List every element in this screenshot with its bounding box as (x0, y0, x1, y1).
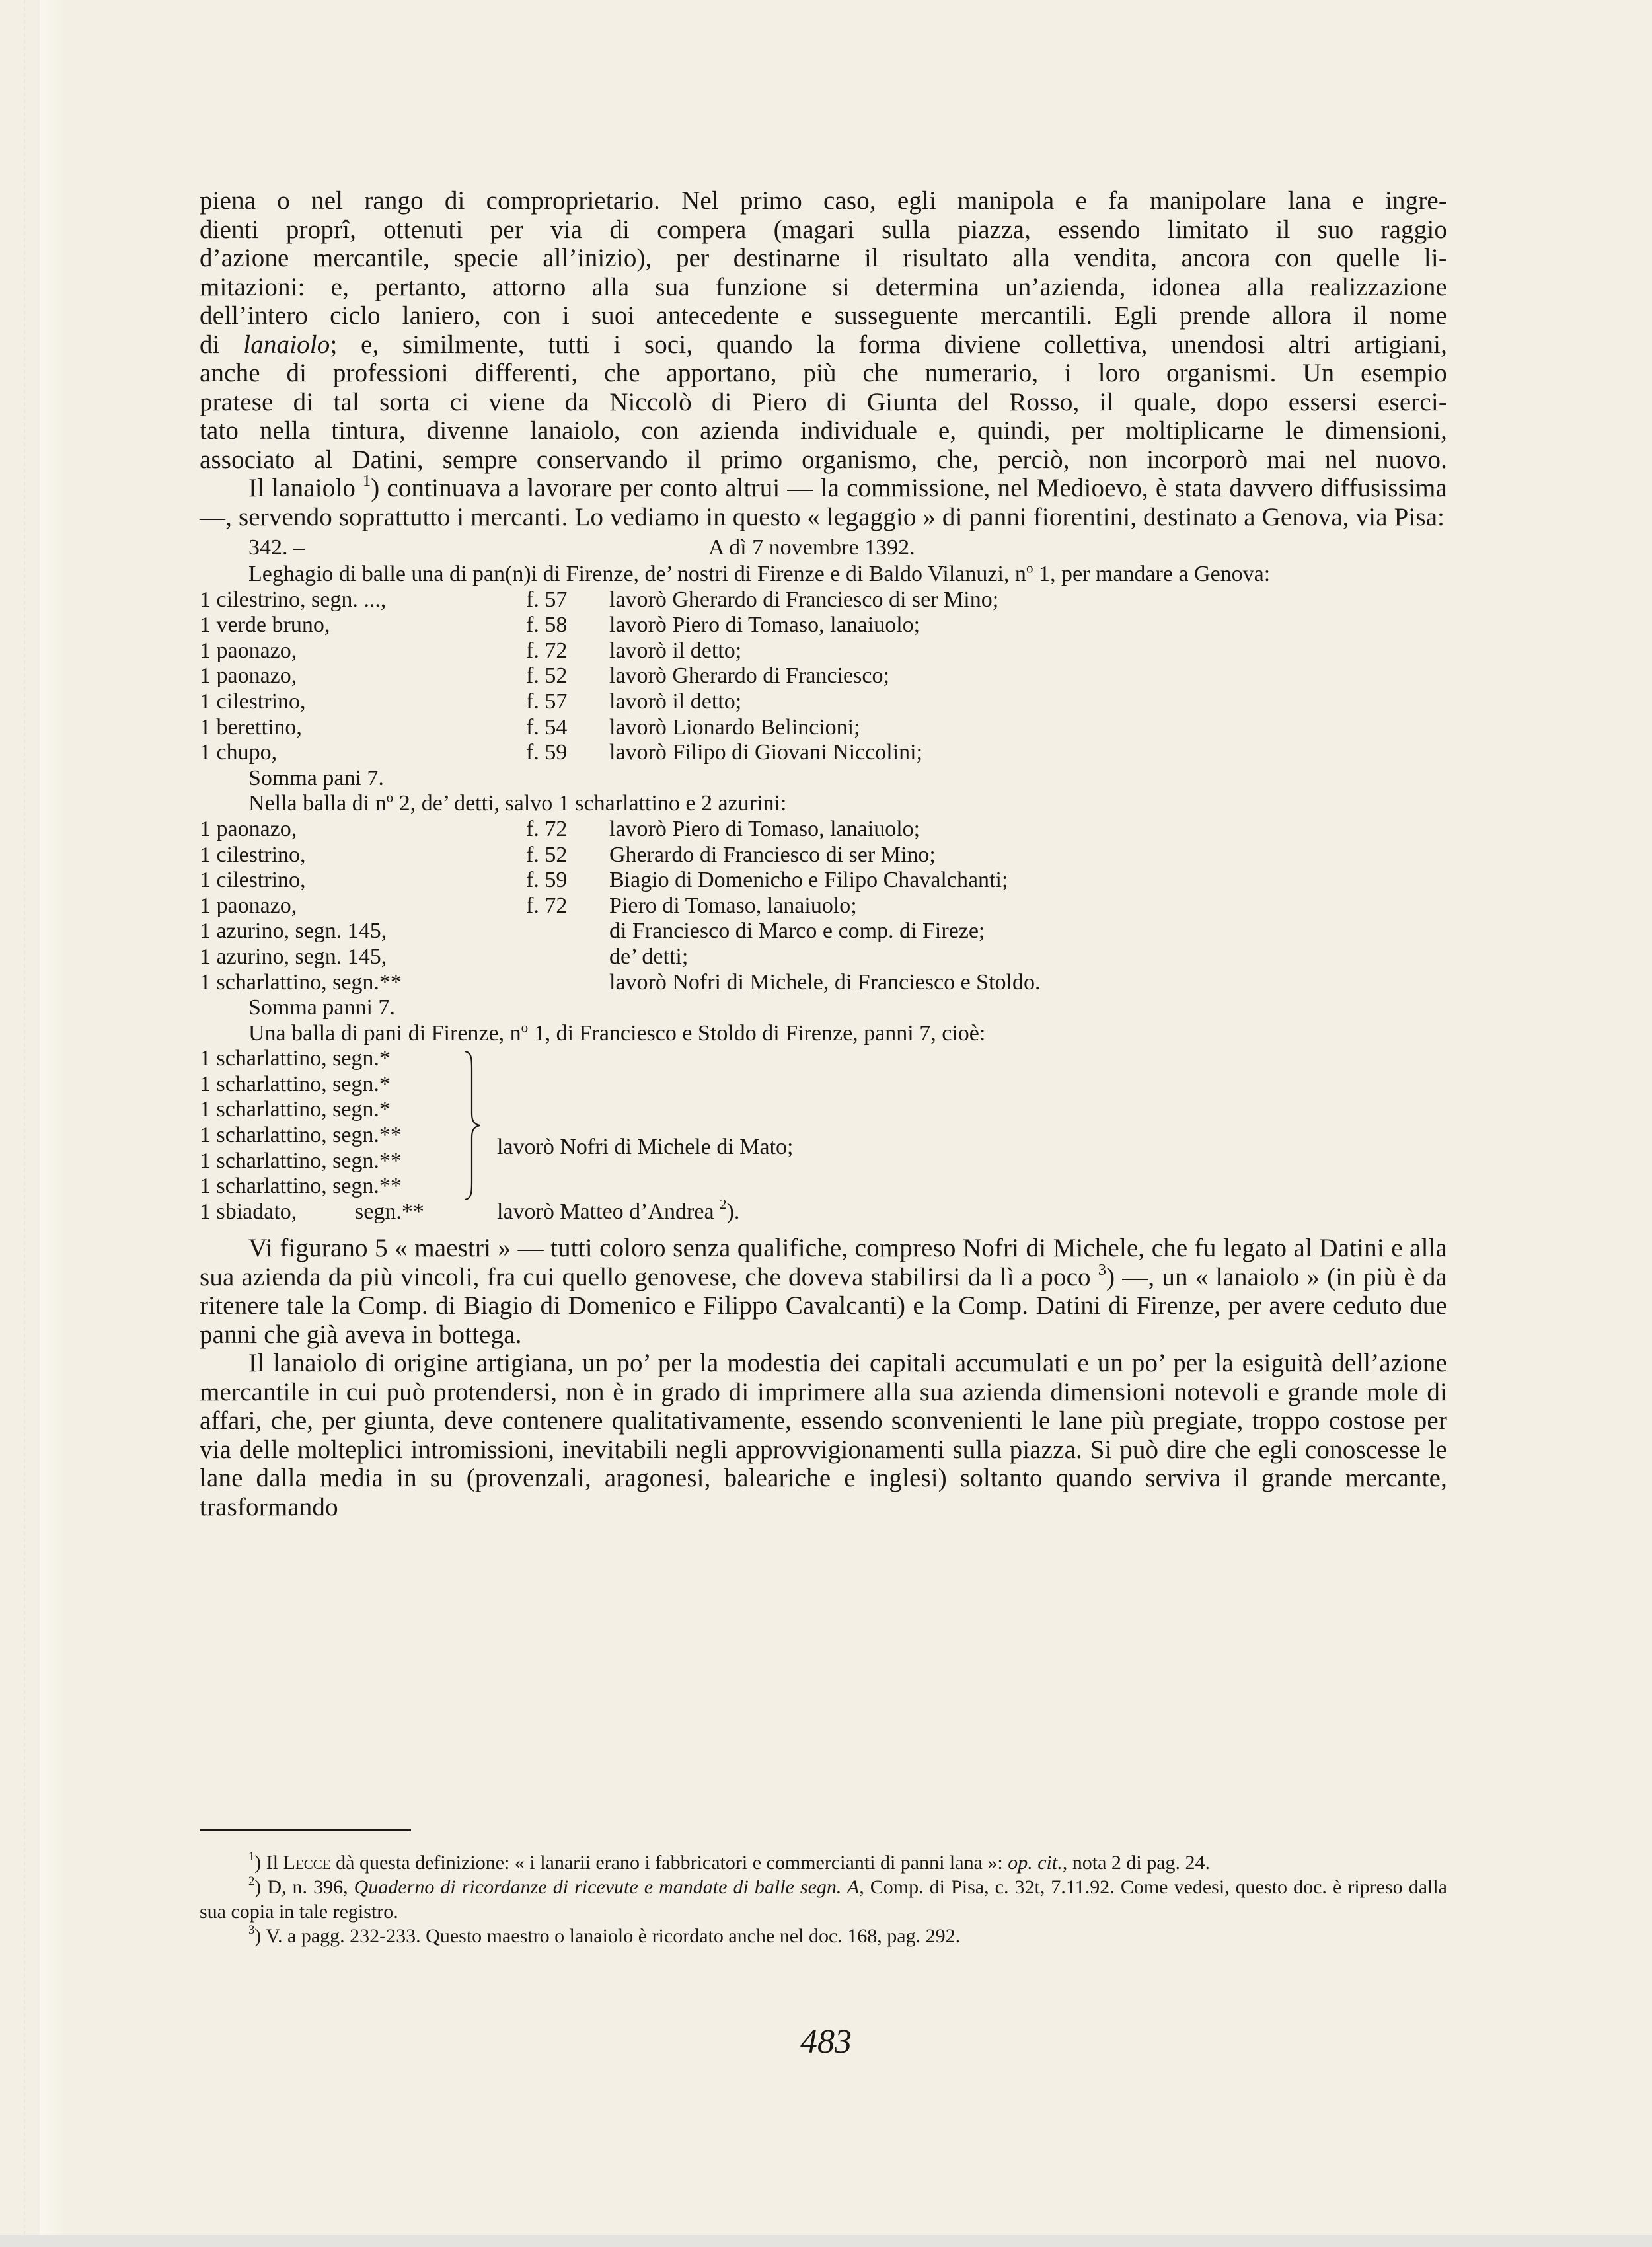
body-line: associato al Datini, sempre conservando il primo organismo, che, perciò, non incorporò mai nel nuovo. (200, 445, 1447, 474)
cloth-item: 1 cilestrino, (200, 842, 306, 867)
cloth-item: 1 scharlattino, segn.* (200, 1097, 391, 1122)
footnote-text: ) Il (254, 1852, 283, 1874)
footnote-divider (200, 1829, 411, 1831)
body-text-fragment: Vi figurano 5 « maestri » — tutti coloro senza qualifiche, compreso Nofri di Michele, che fu legato al Datini e alla sua azienda da più vincoli, fra cui quello genovese, che doveva stabilirsi da lì a poco (200, 1234, 1447, 1291)
worker: lavorò Gherardo di Franciesco; (609, 664, 889, 689)
cloth-item: 1 cilestrino, (200, 868, 306, 893)
cloth-item: 1 sbiadato, (200, 1199, 297, 1224)
document-342 (200, 535, 1447, 1225)
worker: lavorò il detto; (609, 638, 742, 663)
worker: di Franciesco di Marco e comp. di Fireze; (609, 919, 985, 944)
paragraph-lanaiolo-commission (200, 471, 1447, 531)
list-item (200, 664, 1447, 689)
bale-2-list (200, 817, 1447, 995)
list-item (200, 1149, 1447, 1174)
folio-ref: f. 59 (526, 868, 568, 893)
body-text-fragment: Il lanaiolo (248, 474, 356, 502)
footnote-ref-1[interactable]: 1 (363, 471, 371, 490)
list-item (200, 894, 1447, 919)
bale-1-list (200, 588, 1447, 766)
footnote-2 (200, 1875, 1447, 1924)
document-intro (200, 562, 1447, 588)
folio-ref: f. 72 (526, 893, 568, 918)
ordinal-mark: o (521, 1019, 529, 1036)
cloth-item: 1 scharlattino, segn.* (200, 1071, 391, 1096)
worker: lavorò Piero di Tomaso, lanaiuolo; (609, 613, 920, 638)
bale-3-braced-list (200, 1046, 1447, 1200)
cloth-item: 1 cilestrino, (200, 689, 306, 714)
scan-border (0, 2235, 1652, 2247)
folio-ref: f. 58 (526, 613, 568, 638)
cloth-item: 1 paonazo, (200, 893, 297, 918)
footnote-ref-3[interactable]: 3 (1098, 1260, 1107, 1279)
cloth-item: 1 cilestrino, segn. ..., (200, 587, 387, 612)
body-text-fragment: ) continuava a lavorare per conto altrui — la commissione, nel Medioevo, è stata davvero diffusissima —, servendo soprattutto i mercanti. Lo vediamo in questo « legaggio » di panni fiorentini, destinato a Genova, via Pisa: (200, 474, 1447, 531)
body-line: pratese di tal sorta ci viene da Niccolò di Piero di Giunta del Rosso, il quale, dopo essersi eserci- (200, 387, 1447, 416)
paragraph-lanaiolo-origin: Il lanaiolo di origine artigiana, un po’ per la modestia dei capitali accumulati e un po’ per la esiguità dell’azione mercantile in cui può protendersi, non è in grado di imprimere alla sua azienda dimensioni notevoli e grande mole di affari, che, per giunta, deve contenere qualitativamente, essendo sconvenienti le lane più pregiate, troppo costose per via delle molteplici intromissioni, inevitabili negli approvvigionamenti sulla piazza. Si può dire che egli conoscesse le lane dalla media in su (provenzali, aragonesi, baleariche e inglesi) soltanto quando serviva il grande mercante, trasformando (200, 1349, 1447, 1521)
list-item (200, 638, 1447, 664)
body-line: d’azione mercantile, specie all’inizio), per destinarne il risultato alla vendita, ancora con quelle li- (200, 244, 1447, 272)
body-line: dell’intero ciclo laniero, con i suoi antecedente e susseguente mercantili. Egli prende allora il nome (200, 301, 1447, 330)
main-text-block (200, 186, 1447, 1521)
footnote-text: ) V. a pagg. 232-233. Questo maestro o lanaiolo è ricordato anche nel doc. 168, pag. 292. (254, 1925, 961, 1947)
cloth-item: 1 berettino, (200, 714, 302, 740)
bale-3-heading (200, 1021, 1447, 1047)
footnote-text: , nota 2 di pag. 24. (1062, 1852, 1211, 1874)
citation-italic: op. cit. (1008, 1852, 1063, 1874)
body-text-bottom (200, 1234, 1447, 1521)
punctuation: ). (726, 1199, 740, 1224)
footnote-1 (200, 1850, 1447, 1875)
author-name: Lecce (283, 1852, 331, 1874)
list-item (200, 944, 1447, 970)
body-line: anche di professioni differenti, che apportano, più che numerario, i loro organismi. Un esempio (200, 359, 1447, 387)
list-item (200, 613, 1447, 638)
cloth-item: 1 paonazo, (200, 816, 297, 841)
cloth-item: 1 scharlattino, segn.* (200, 1046, 391, 1071)
body-text-fragment: ; e, similmente, tutti i soci, quando la forma diviene collettiva, unendosi altri artigiani, (330, 330, 1447, 359)
worker: Biagio di Domenicho e Filipo Chavalchanti; (609, 868, 1008, 893)
body-text-top (200, 186, 1447, 531)
footnotes (200, 1850, 1447, 1948)
mark-ref: segn.** (355, 1199, 424, 1224)
binding-perforation (24, 0, 28, 2235)
worker: lavorò Gherardo di Franciesco di ser Mino; (609, 587, 999, 612)
worker: lavorò Filipo di Giovani Niccolini; (609, 740, 923, 765)
footnote-mark: 1 (248, 1850, 255, 1864)
cloth-item: 1 paonazo, (200, 638, 297, 663)
document-text: Nella balla di n (248, 791, 387, 816)
list-item (200, 817, 1447, 843)
list-item (200, 970, 1447, 996)
citation-italic: Quaderno di ricordanze di ricevute e mandate di balle segn. A, (354, 1876, 864, 1898)
cloth-item: 1 scharlattino, segn.** (200, 1123, 402, 1148)
folio-ref: f. 59 (526, 740, 568, 765)
document-header (200, 535, 1447, 562)
body-line: piena o nel rango di comproprietario. Nel primo caso, egli manipola e fa manipolare lana e ingre- (200, 186, 1447, 215)
list-item (200, 919, 1447, 944)
folio-ref: f. 54 (526, 714, 568, 740)
list-item (200, 1196, 1447, 1225)
cloth-item: 1 scharlattino, segn.** (200, 1174, 402, 1199)
cloth-item: 1 scharlattino, segn.** (200, 1148, 402, 1173)
folio-ref: f. 52 (526, 664, 568, 689)
body-line (200, 330, 1447, 360)
list-item (200, 1046, 1447, 1072)
document-text: 1, per mandare a Genova: (1033, 562, 1271, 586)
body-line: mitazioni: e, pertanto, attorno alla sua funzione si determina un’azienda, idonea alla realizzazione (200, 272, 1447, 301)
paragraph-maestri (200, 1234, 1447, 1349)
folio-ref: f. 72 (526, 816, 568, 841)
bale-2-sum: Somma panni 7. (248, 995, 395, 1020)
bale-2-heading (200, 791, 1447, 817)
cloth-item: 1 scharlattino, segn.** (200, 970, 402, 995)
body-line: tato nella tintura, divenne lanaiolo, con azienda individuale e, quindi, per moltiplicarne le dimensioni, (200, 416, 1447, 445)
footnote-ref-2[interactable]: 2 (720, 1196, 727, 1213)
document-text: Una balla di pani di Firenze, n (248, 1020, 521, 1046)
list-item (200, 1072, 1447, 1098)
list-item (200, 689, 1447, 715)
document-date: A dì 7 novembre 1392. (708, 535, 915, 560)
document-number: 342. – (248, 535, 305, 560)
cloth-item: 1 chupo, (200, 740, 278, 765)
body-text-fragment: ) —, un « lanaiolo » (in più è da ritenere tale la Comp. di Biagio di Domenico e Filippo Cavalcanti) e la Comp. Datini di Firenze, per avere ceduto due panni che già aveva in bottega. (200, 1262, 1448, 1349)
worker: Gherardo di Franciesco di ser Mino; (609, 842, 936, 867)
list-item (200, 1097, 1447, 1123)
footnote-text: dà questa definizione: « i lanarii erano i fabbricatori e commercianti di panni lana »: (330, 1852, 1008, 1874)
bale-1-sum: Somma pani 7. (248, 765, 384, 790)
body-line: dienti proprî, ottenuti per via di compera (magari sulla piazza, essendo limitato il suo raggio (200, 215, 1447, 244)
worker (497, 1196, 740, 1225)
list-item (200, 1123, 1447, 1149)
footnote-text: Comp. di Pisa, c. 32t, 7.11.92. Come vedesi, questo doc. è ripreso dalla sua copia in tale registro. (200, 1876, 1448, 1923)
ordinal-mark: o (386, 790, 394, 806)
worker: Piero di Tomaso, lanaiuolo; (609, 893, 857, 918)
worker-name: lavorò Matteo d’Andrea (497, 1199, 714, 1224)
worker: lavorò il detto; (609, 689, 742, 714)
cloth-item: 1 azurino, segn. 145, (200, 944, 387, 969)
footnote-3 (200, 1924, 1447, 1948)
worker: lavorò Lionardo Belincioni; (609, 714, 860, 740)
document-text: 2, de’ detti, salvo 1 scharlattino e 2 azurini: (393, 791, 787, 816)
footnote-mark: 3 (248, 1923, 255, 1938)
body-text-fragment: di (200, 330, 244, 359)
folio-ref: f. 52 (526, 842, 568, 867)
list-item (200, 588, 1447, 613)
list-item (200, 868, 1447, 894)
cloth-item: 1 paonazo, (200, 664, 297, 689)
worker: lavorò Nofri di Michele di Mato; (497, 1135, 794, 1160)
document-text: 1, di Franciesco e Stoldo di Firenze, panni 7, cioè: (528, 1020, 986, 1046)
list-item (200, 740, 1447, 766)
document-text: Leghagio di balle una di pan(n)i di Firenze, de’ nostri di Firenze e di Baldo Vilanuzi, n (248, 562, 1026, 586)
worker: lavorò Nofri di Michele, di Franciesco e Stoldo. (609, 970, 1041, 995)
cloth-item: 1 azurino, segn. 145, (200, 919, 387, 944)
list-item (200, 843, 1447, 868)
ordinal-mark: o (1026, 560, 1033, 576)
page-edge-shading (40, 0, 66, 2235)
footnote-mark: 2 (248, 1874, 255, 1889)
list-item (200, 715, 1447, 741)
worker: de’ detti; (609, 944, 689, 969)
folio-ref: f. 57 (526, 689, 568, 714)
folio-ref: f. 72 (526, 638, 568, 663)
footnote-text: ) D, n. 396, (254, 1876, 354, 1898)
folio-ref: f. 57 (526, 587, 568, 612)
right-brace-icon (463, 1050, 485, 1201)
list-item (200, 1174, 1447, 1200)
worker: lavorò Piero di Tomaso, lanaiuolo; (609, 816, 920, 841)
emphasis-lanaiolo: lanaiolo (243, 330, 330, 359)
page-number: 483 (800, 2023, 852, 2061)
cloth-item: 1 verde bruno, (200, 613, 330, 638)
